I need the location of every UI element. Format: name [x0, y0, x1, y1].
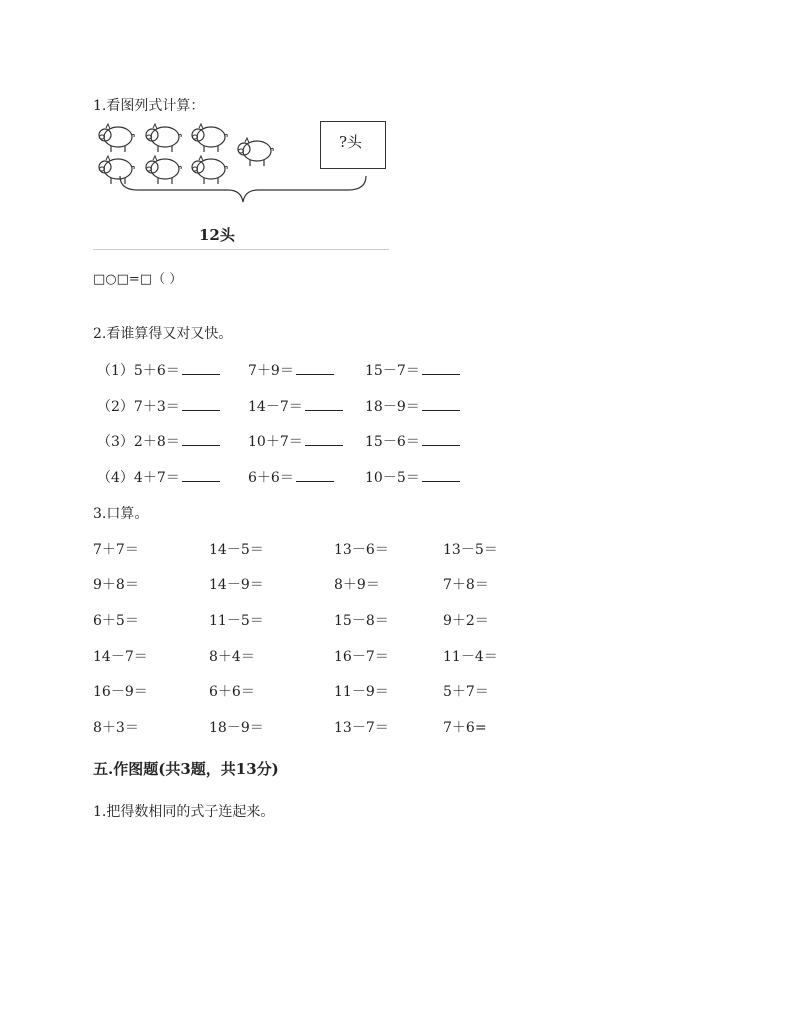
q1-title: 1.看图列式计算： — [93, 98, 205, 114]
q2-item: （2）7＋3＝ — [97, 396, 220, 416]
section-five-title: 五.作图题(共3题，共13分) — [93, 760, 279, 778]
q2-item: （1）5＋6＝ — [97, 360, 220, 380]
answer-blank[interactable] — [305, 396, 343, 411]
q3-item: 7＋7＝ — [93, 542, 139, 558]
q3-item: 13－5＝ — [443, 542, 498, 558]
q3-item: 9＋8＝ — [93, 577, 139, 593]
q3-item: 11－9＝ — [334, 684, 389, 700]
q2-item: （3）2＋8＝ — [97, 431, 220, 451]
q3-item: 7＋6= — [443, 720, 487, 736]
answer-blank[interactable] — [182, 396, 220, 411]
answer-blank[interactable] — [296, 467, 334, 482]
q3-item: 11－5＝ — [209, 613, 264, 629]
q2-item: 15－7＝ — [365, 360, 460, 380]
pig-icon — [96, 120, 136, 154]
q2-item: 18－9＝ — [365, 396, 460, 416]
q2-title: 2.看谁算得又对又快。 — [93, 326, 233, 342]
answer-blank[interactable] — [182, 360, 220, 375]
q3-item: 5＋7＝ — [443, 684, 489, 700]
q2-item: 7＋9＝ — [248, 360, 334, 380]
q3-item: 16－7＝ — [334, 649, 389, 665]
q3-item: 9＋2＝ — [443, 613, 489, 629]
pig-icon — [143, 120, 183, 154]
q3-item: 14－9＝ — [209, 577, 264, 593]
pig-icon — [189, 120, 229, 154]
q3-item: 14－7＝ — [93, 649, 148, 665]
q3-item: 8＋4＝ — [209, 649, 255, 665]
answer-blank[interactable] — [182, 431, 220, 446]
curly-brace — [118, 176, 368, 206]
q3-item: 13－7＝ — [334, 720, 389, 736]
answer-blank[interactable] — [305, 431, 343, 446]
q3-item: 13－6＝ — [334, 542, 389, 558]
unknown-count-label: ?头 — [339, 133, 363, 151]
answer-blank[interactable] — [422, 360, 460, 375]
answer-blank[interactable] — [182, 467, 220, 482]
q3-title: 3.口算。 — [93, 506, 149, 522]
q3-item: 6＋5＝ — [93, 613, 139, 629]
total-label: 12头 — [199, 226, 235, 244]
q3-item: 8＋9＝ — [334, 577, 380, 593]
q3-item: 7＋8＝ — [443, 577, 489, 593]
q3-item: 11－4＝ — [443, 649, 498, 665]
q3-item: 15－8＝ — [334, 613, 389, 629]
q3-item: 18－9＝ — [209, 720, 264, 736]
answer-blank[interactable] — [422, 467, 460, 482]
q3-item: 6＋6＝ — [209, 684, 255, 700]
q3-item: 16－9＝ — [93, 684, 148, 700]
q3-item: 8＋3＝ — [93, 720, 139, 736]
q3-item: 14－5＝ — [209, 542, 264, 558]
unknown-count-box — [320, 121, 386, 169]
q2-item: 10－5＝ — [365, 467, 460, 487]
q2-item: 15－6＝ — [365, 431, 460, 451]
s5-q1-title: 1.把得数相同的式子连起来。 — [93, 804, 275, 820]
q2-item: 6＋6＝ — [248, 467, 334, 487]
answer-blank[interactable] — [296, 360, 334, 375]
q1-formula-blank: □○□=□（ ） — [93, 272, 183, 287]
answer-blank[interactable] — [422, 431, 460, 446]
pig-icon — [235, 134, 275, 168]
divider — [93, 249, 389, 250]
q2-item: 14－7＝ — [248, 396, 343, 416]
q2-item: （4）4＋7＝ — [97, 467, 220, 487]
q2-item: 10＋7＝ — [248, 431, 343, 451]
answer-blank[interactable] — [422, 396, 460, 411]
